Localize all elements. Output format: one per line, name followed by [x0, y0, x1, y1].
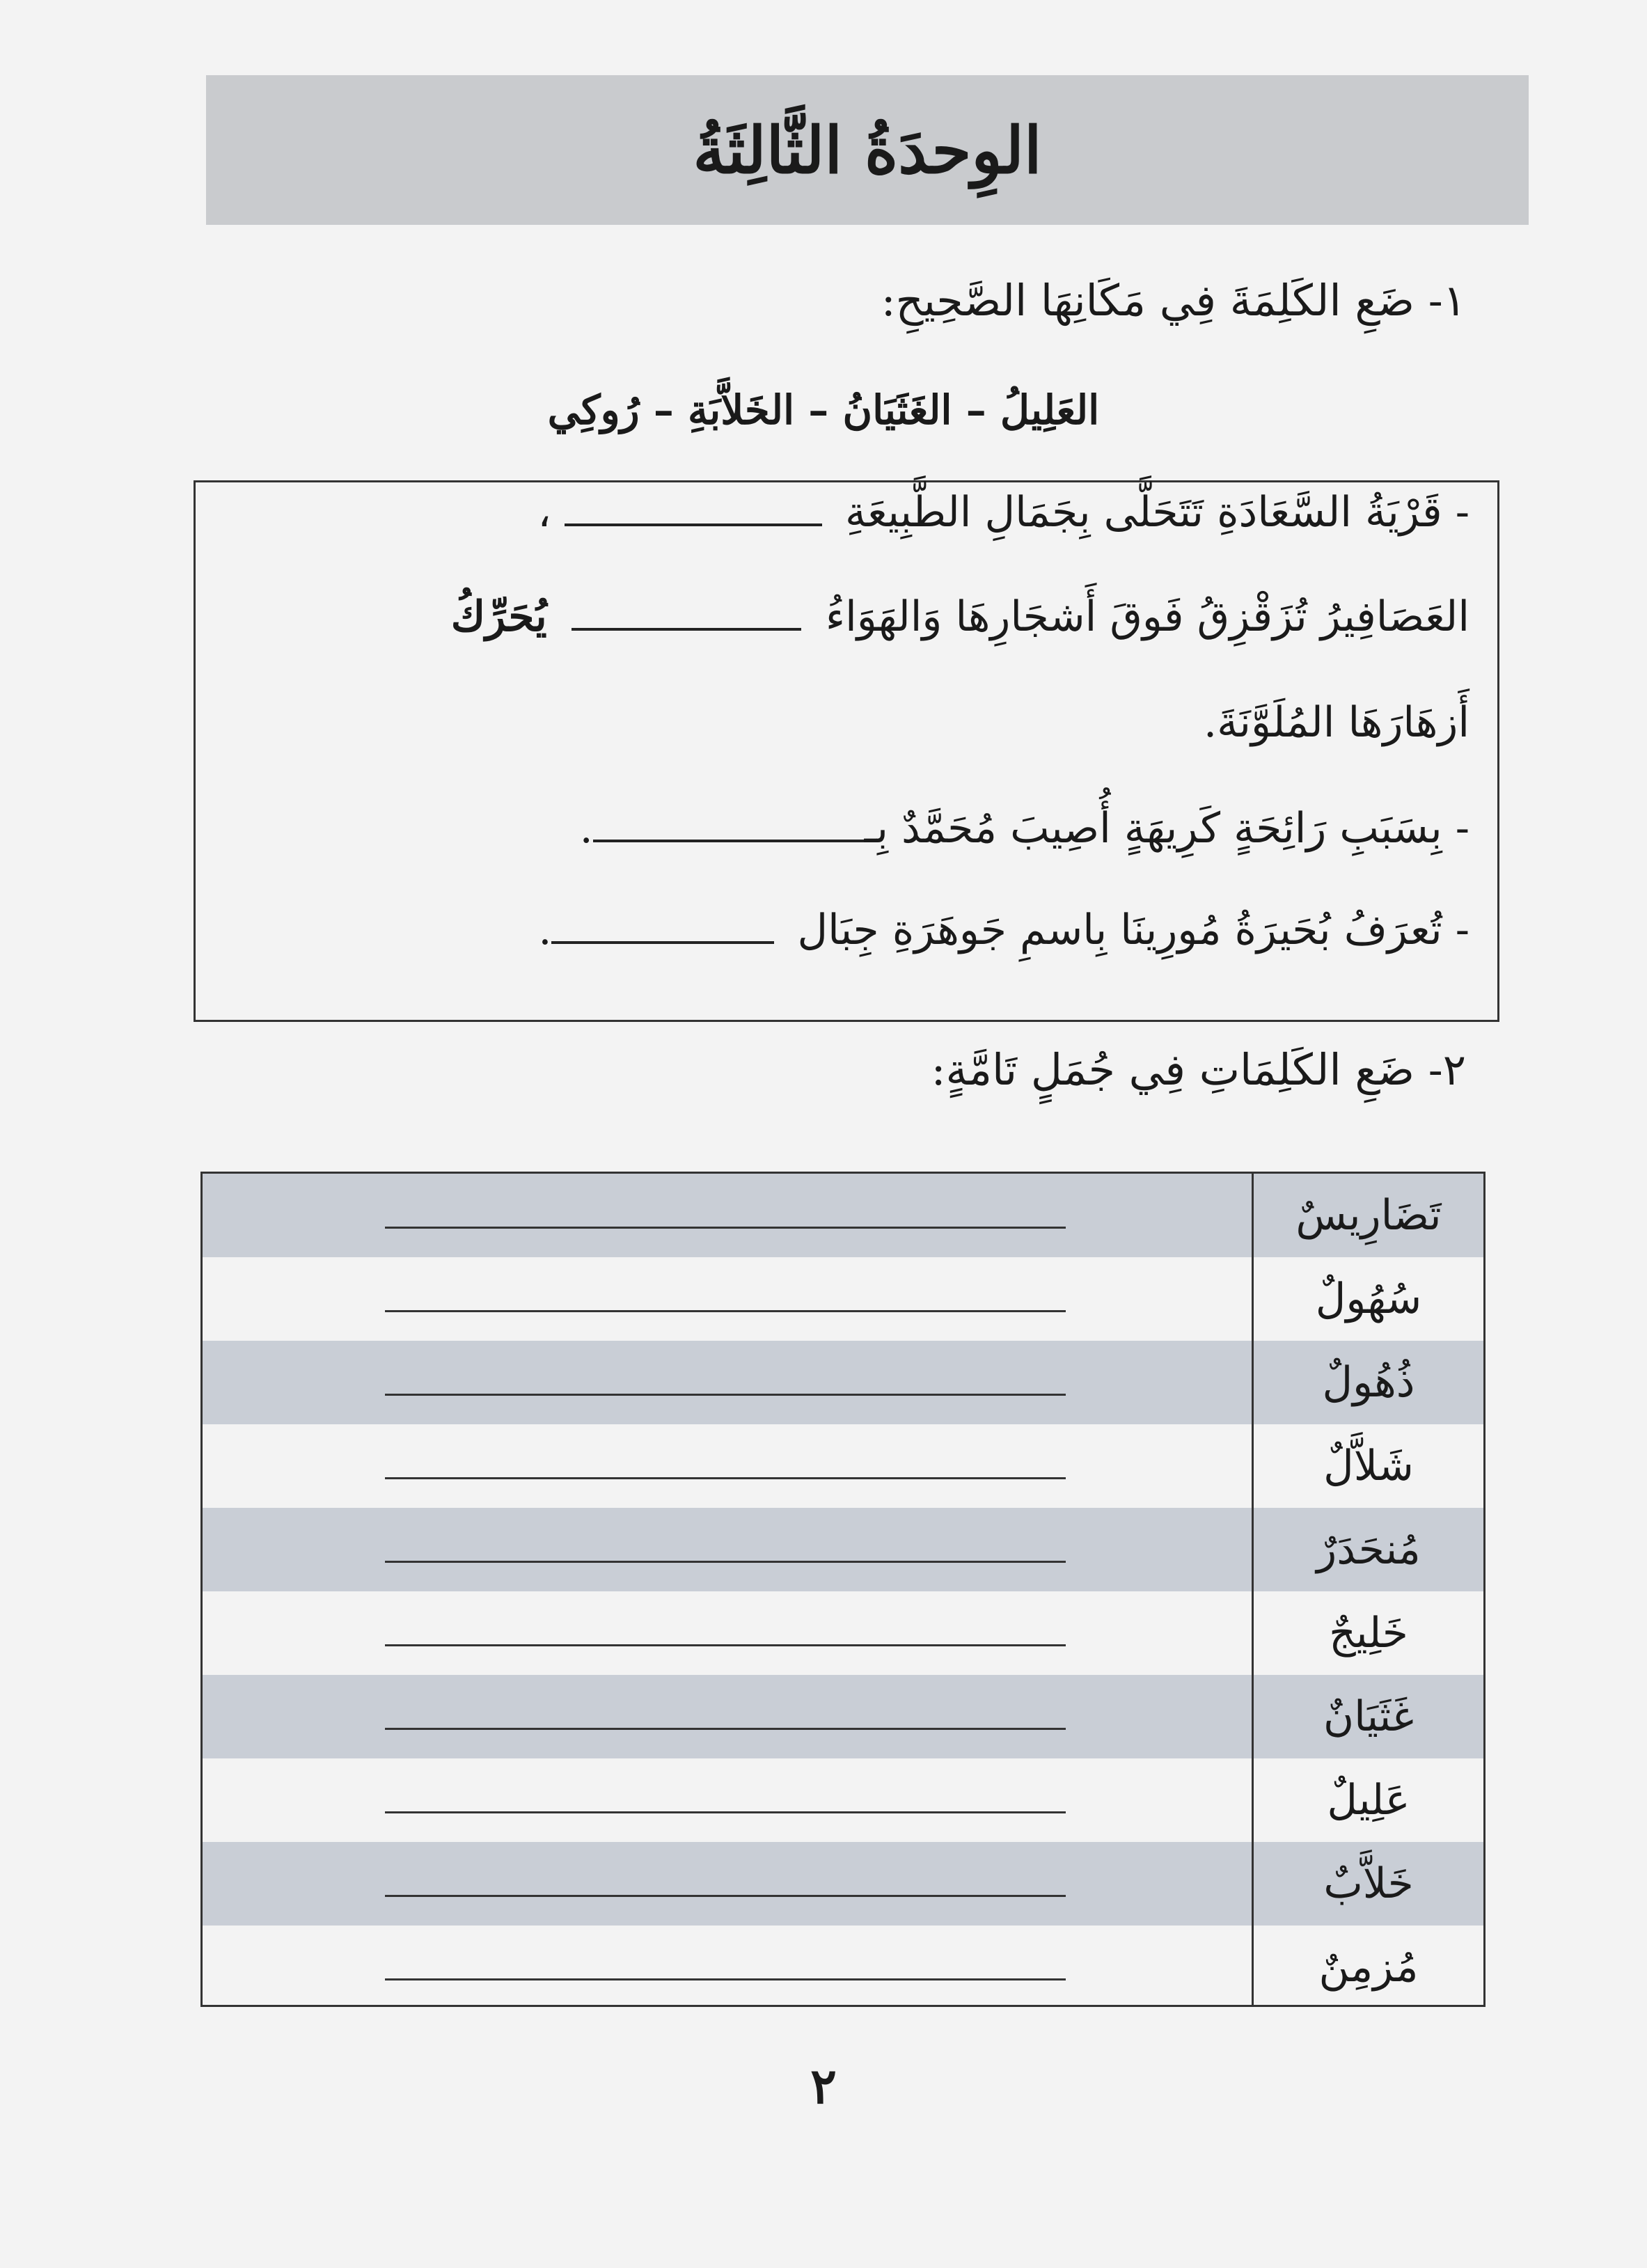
answer-line[interactable]	[385, 1811, 1066, 1813]
vocab-word: شَلاَّلٌ	[1323, 1442, 1414, 1490]
blank-1[interactable]	[565, 523, 822, 526]
question-2-heading: ٢- ضَعِ الكَلِمَاتِ فِي جُمَلٍ تَامَّةٍ:	[931, 1044, 1466, 1095]
sentence-1: - قَرْيَةُ السَّعَادَةِ تَتَحَلَّى بِجَمَالِ الطَّبِيعَةِ ،	[537, 488, 1469, 537]
table-row	[203, 1842, 1483, 1926]
vocab-word: ذُهُولٌ	[1322, 1358, 1415, 1407]
sentence-2-continued: أَزهَارَهَا المُلَوَّنَةَ.	[1204, 698, 1469, 747]
table-row	[203, 1508, 1483, 1591]
vocab-word: غَثَيَانٌ	[1323, 1692, 1414, 1741]
answer-line[interactable]	[385, 1978, 1066, 1980]
table-row	[203, 1174, 1483, 1257]
vocab-word: مُزمِنٌ	[1318, 1943, 1419, 1992]
page-number: ٢	[810, 2057, 837, 2115]
table-row	[203, 1257, 1483, 1341]
answer-line[interactable]	[385, 1895, 1066, 1897]
blank-4[interactable]	[551, 941, 774, 944]
answer-line[interactable]	[385, 1644, 1066, 1646]
sentence-3: - بِسَبَبِ رَائِحَةٍ كَرِيهَةٍ أُصِيبَ مُحَمَّدٌ بِـ.	[579, 804, 1469, 853]
vocab-word: خَلاَّبٌ	[1323, 1859, 1414, 1908]
sentence-table	[200, 1172, 1486, 2007]
table-row	[203, 1675, 1483, 1758]
sentence-2: العَصَافِيرُ تُزَقْزِقُ فَوقَ أَشجَارِهَا وَالهَوَاءُ يُحَرِّكُ	[450, 592, 1469, 641]
table-row	[203, 1758, 1483, 1842]
table-row	[203, 1341, 1483, 1424]
blank-3[interactable]	[593, 840, 865, 842]
unit-title: الوِحدَةُ الثَّالِثَةُ	[693, 112, 1042, 188]
column-divider	[1252, 1174, 1254, 2005]
word-bank: العَلِيلُ – الغَثَيَانُ – الخَلاَّبَةِ – رُوكِي	[547, 386, 1100, 434]
answer-line[interactable]	[385, 1310, 1066, 1312]
table-row	[203, 1424, 1483, 1508]
sentence-4: - تُعرَفُ بُحَيرَةُ مُورِينَا بِاسمِ جَوهَرَةِ جِبَال .	[538, 906, 1469, 954]
vocab-word: سُهُولٌ	[1315, 1275, 1422, 1323]
question-1-heading: ١- ضَعِ الكَلِمَةَ فِي مَكَانِهَا الصَّحِيحِ:	[881, 275, 1466, 326]
answer-line[interactable]	[385, 1227, 1066, 1229]
blank-2[interactable]	[572, 628, 801, 631]
vocab-word: مُنحَدَرٌ	[1316, 1525, 1421, 1574]
fill-in-box	[194, 480, 1499, 1022]
vocab-word: عَلِيلٌ	[1327, 1776, 1410, 1825]
table-row	[203, 1591, 1483, 1675]
table-row	[203, 1926, 1483, 2009]
answer-line[interactable]	[385, 1477, 1066, 1479]
vocab-word: خَلِيجٌ	[1329, 1609, 1408, 1657]
answer-line[interactable]	[385, 1561, 1066, 1563]
answer-line[interactable]	[385, 1394, 1066, 1396]
unit-title-bar	[206, 75, 1529, 225]
vocab-word: تَضَارِيسٌ	[1295, 1191, 1442, 1240]
answer-line[interactable]	[385, 1728, 1066, 1730]
